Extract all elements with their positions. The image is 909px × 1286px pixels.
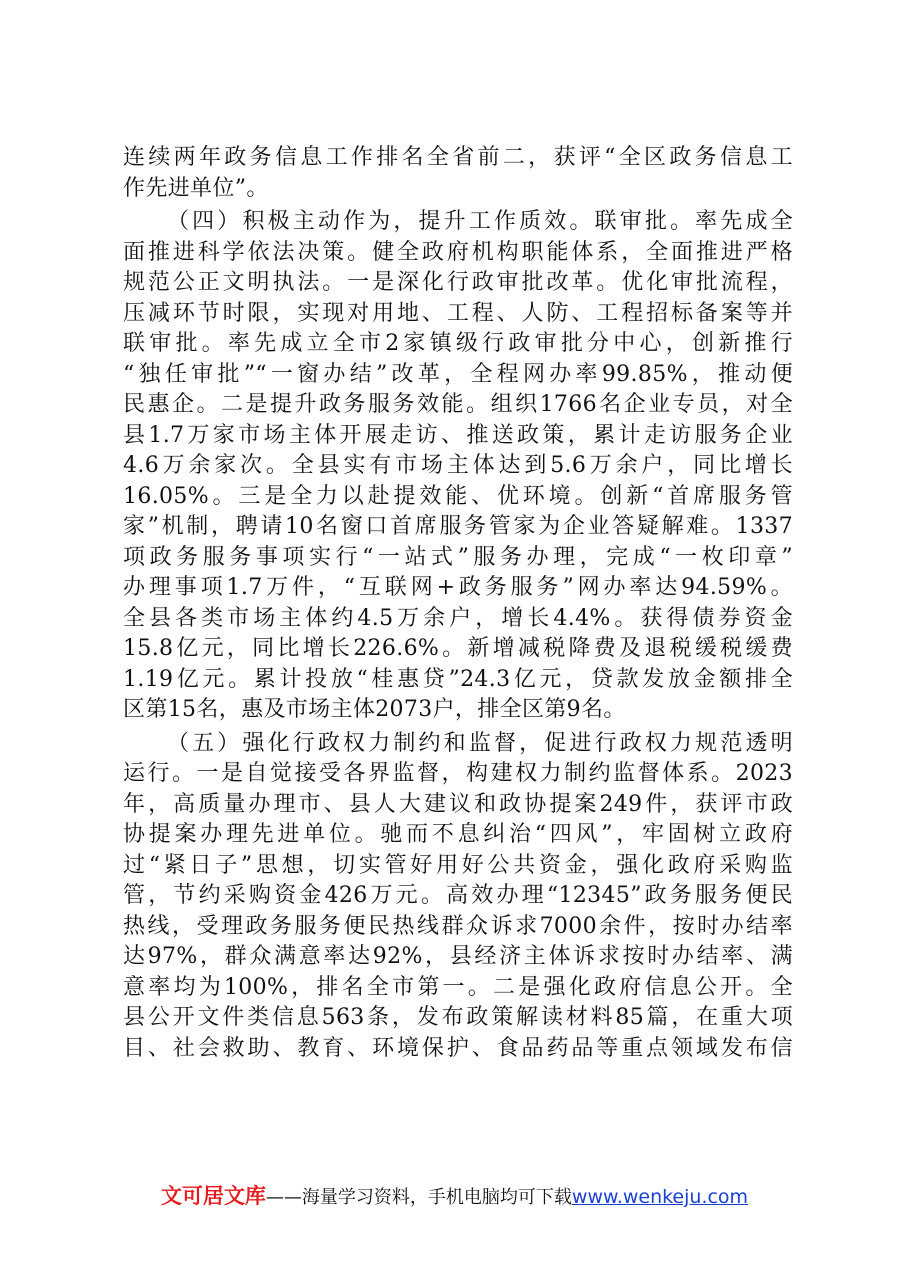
text-line: 连续两年政务信息工作排名全省前二，获评“全区政务信息工 (123, 145, 793, 170)
text-line: 1.19亿元。累计投放“桂惠贷”24.3亿元，贷款发放金额排全 (123, 666, 793, 692)
paragraph (123, 143, 793, 204)
paragraph (123, 729, 793, 1065)
text-line: 协提案办理先进单位。驰而不息纠治“四风”，牢固树立政府 (123, 822, 793, 847)
text-line: 16.05%。三是全力以赴提效能、优环境。创新“首席服务管 (123, 483, 793, 509)
text-line: 压减环节时限，实现对用地、工程、人防、工程招标备案等并 (123, 300, 793, 326)
text-line: 过“紧日子”思想，切实管好用好公共资金，强化政府采购监 (123, 852, 793, 878)
text-line: 15.8亿元，同比增长226.6%。新增减税降费及退税缓税缓费 (123, 636, 793, 661)
text-line: 年，高质量办理市、县人大建议和政协提案249件，获评市政 (123, 791, 793, 817)
text-line: 联审批。率先成立全市2家镇级行政审批分中心，创新推行 (123, 331, 793, 356)
text-line: 项政务服务事项实行“一站式”服务办理，完成“一枚印章” (123, 544, 793, 570)
text-line: 作先进单位”。 (123, 175, 269, 201)
text-line: 县公开文件类信息563条，发布政策解读材料85篇，在重大项 (123, 1005, 793, 1030)
document-body (123, 143, 793, 1064)
text-line: 规范公正文明执法。一是深化行政审批改革。优化审批流程， (123, 270, 793, 295)
text-line: 家”机制，聘请10名窗口首席服务管家为企业答疑解难。1337 (123, 514, 793, 539)
text-line: 区第15名，惠及市场主体2073户，排全区第9名。 (123, 697, 626, 722)
footer-link[interactable]: www.wenkeju.com (571, 1186, 749, 1208)
text-line: 民惠企。二是提升政务服务效能。组织1766名企业专员，对全 (123, 392, 793, 417)
text-line: 运行。一是自觉接受各界监督，构建权力制约监督体系。2023 (123, 761, 793, 786)
text-line: 目、社会救助、教育、环境保护、食品药品等重点领域发布信 (123, 1035, 793, 1061)
text-line: 办理事项1.7万件，“互联网+政务服务”网办率达94.59%。 (123, 575, 793, 600)
footer-slogan: ——海量学习资料，手机电脑均可下载 (265, 1187, 572, 1208)
text-line: 达97%，群众满意率达92%，县经济主体诉求按时办结率、满 (123, 944, 793, 969)
text-line: 县1.7万家市场主体开展走访、推送政策，累计走访服务企业 (123, 422, 793, 448)
text-line: “独任审批”“一窗办结”改革，全程网办率99.85%，推动便 (123, 361, 793, 387)
text-line: （四）积极主动作为，提升工作质效。联审批。率先成全 (167, 209, 793, 234)
text-line: 意率均为100%，排名全市第一。二是强化政府信息公开。全 (123, 974, 793, 1000)
text-line: 面推进科学依法决策。健全政府机构职能体系，全面推进严格 (123, 239, 793, 265)
footer-banner (0, 1180, 909, 1210)
text-line: 全县各类市场主体约4.5万余户，增长4.4%。获得债券资金 (123, 605, 793, 631)
text-line: （五）强化行政权力制约和监督，促进行政权力规范透明 (167, 730, 793, 756)
paragraph (123, 207, 793, 726)
footer-brand: 文可居文库 (160, 1184, 266, 1208)
text-line: 热线，受理政务服务便民热线群众诉求7000余件，按时办结率 (123, 913, 793, 939)
text-line: 4.6万余家次。全县实有市场主体达到5.6万余户，同比增长 (123, 453, 793, 478)
text-line: 管，节约采购资金426万元。高效办理“12345”政务服务便民 (123, 883, 793, 908)
